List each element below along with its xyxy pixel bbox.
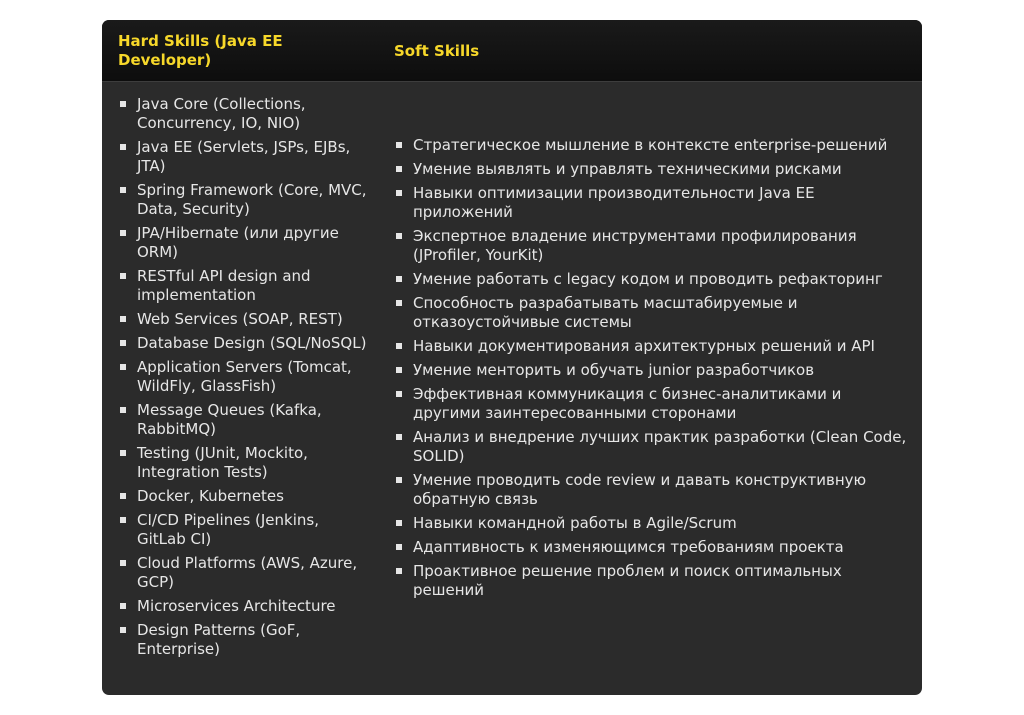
hard-skill-item: Java EE (Servlets, JSPs, EJBs, JTA) <box>118 138 368 176</box>
hard-skill-item: Web Services (SOAP, REST) <box>118 310 368 329</box>
soft-skill-item: Навыки документирования архитектурных решений и API <box>394 337 912 356</box>
soft-skill-item: Умение менторить и обучать junior разработчиков <box>394 361 912 380</box>
soft-skills-list <box>394 136 912 605</box>
hard-skill-item: RESTful API design and implementation <box>118 267 368 305</box>
hard-skill-item: Spring Framework (Core, MVC, Data, Security) <box>118 181 368 219</box>
soft-skill-item: Экспертное владение инструментами профилирования (JProfiler, YourKit) <box>394 227 912 265</box>
soft-skill-item: Эффективная коммуникация с бизнес-аналитиками и другими заинтересованными сторонами <box>394 385 912 423</box>
soft-skill-item: Умение проводить code review и давать конструктивную обратную связь <box>394 471 912 509</box>
soft-skill-item: Анализ и внедрение лучших практик разработки (Clean Code, SOLID) <box>394 428 912 466</box>
soft-skill-item: Способность разрабатывать масштабируемые и отказоустойчивые системы <box>394 294 912 332</box>
soft-skill-item: Адаптивность к изменяющимся требованиям проекта <box>394 538 912 557</box>
hard-skill-item: Message Queues (Kafka, RabbitMQ) <box>118 401 368 439</box>
soft-skill-item: Умение выявлять и управлять техническими рисками <box>394 160 912 179</box>
hard-skill-item: Application Servers (Tomcat, WildFly, GlassFish) <box>118 358 368 396</box>
soft-skill-item: Стратегическое мышление в контексте enterprise-решений <box>394 136 912 155</box>
hard-skill-item: Java Core (Collections, Concurrency, IO, NIO) <box>118 95 368 133</box>
soft-skill-item: Проактивное решение проблем и поиск оптимальных решений <box>394 562 912 600</box>
hard-skill-item: Microservices Architecture <box>118 597 368 616</box>
hard-skill-item: Cloud Platforms (AWS, Azure, GCP) <box>118 554 368 592</box>
hard-skill-item: Design Patterns (GoF, Enterprise) <box>118 621 368 659</box>
hard-skills-heading: Hard Skills (Java EE Developer) <box>118 32 283 69</box>
soft-skill-item: Умение работать с legacy кодом и проводить рефакторинг <box>394 270 912 289</box>
hard-skill-item: Database Design (SQL/NoSQL) <box>118 334 368 353</box>
soft-skill-item: Навыки оптимизации производительности Java EE приложений <box>394 184 912 222</box>
hard-skill-item: Docker, Kubernetes <box>118 487 368 506</box>
hard-skill-item: Testing (JUnit, Mockito, Integration Tests) <box>118 444 368 482</box>
hard-skills-list <box>118 95 368 664</box>
soft-skill-item: Навыки командной работы в Agile/Scrum <box>394 514 912 533</box>
hard-skill-item: CI/CD Pipelines (Jenkins, GitLab CI) <box>118 511 368 549</box>
table-header <box>102 20 922 82</box>
skills-table <box>102 20 922 695</box>
soft-skills-heading: Soft Skills <box>394 42 480 60</box>
hard-skill-item: JPA/Hibernate (или другие ORM) <box>118 224 368 262</box>
